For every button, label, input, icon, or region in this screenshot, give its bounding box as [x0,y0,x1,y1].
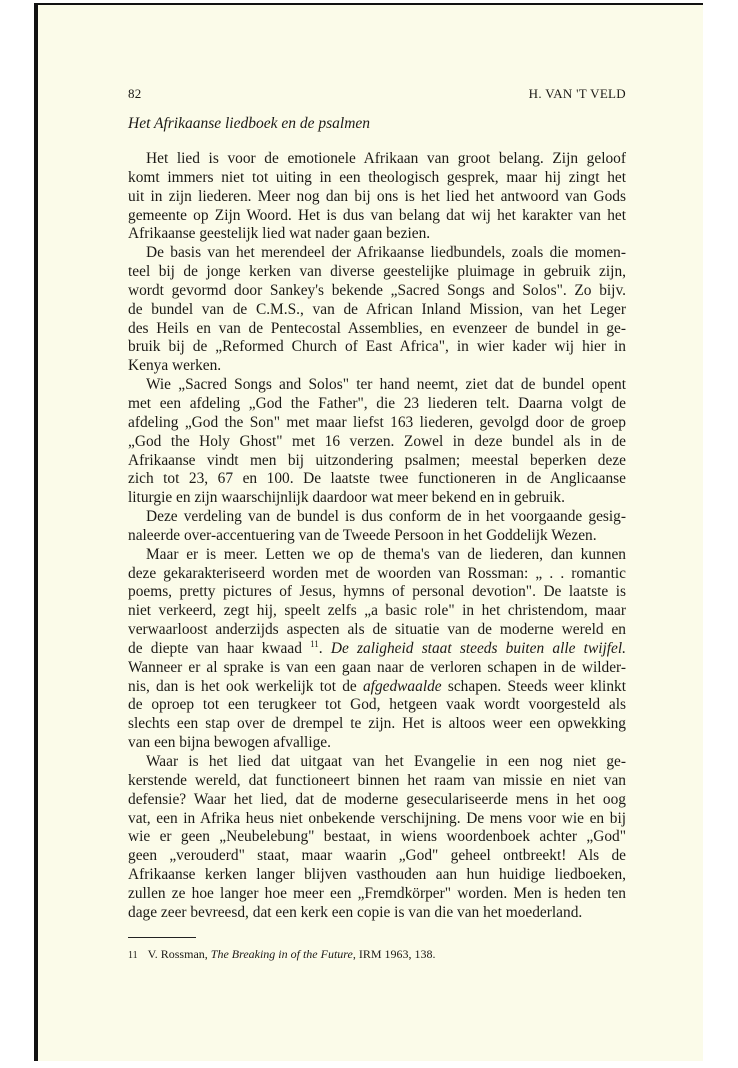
text-line: met een afdeling „God the Father", die 23 liederen telt. Daarna volgt de [128,394,626,412]
footnote-rest: , IRM 1963, 138. [352,947,436,961]
text-line: Afrikaanse kerken langer blijven vasthouden aan hun huidige liedboeken, [128,866,626,884]
text-line: slechts een stap over de drempel te zijn. Het is altoos weer een opwekking [128,715,626,733]
italic-text: De zaligheid staat steeds buiten alle twijfel. [330,639,626,657]
text-line: Afrikaanse vindt men bij uitzondering psalmen; meestal beperken deze [128,451,626,469]
text-segment: schapen. Steeds weer klinkt [441,677,626,695]
text-line: Wanneer er al sprake is van een gaan naar de verloren schapen in de wilder- [128,658,626,676]
text-line: van een bijna bewogen afvallige. [128,734,331,752]
text-segment: . [318,639,331,657]
footnote [128,947,436,962]
text-line: geen „verouderd" staat, maar waarin „God" geheel ontbreekt! Als de [128,847,626,865]
section-title: Het Afrikaanse liedboek en de psalmen [128,115,371,132]
text-line: deze gekarakteriseerd worden met de woorden van Rossman: „ . . romantic [128,564,626,582]
running-header [128,86,626,102]
text-line: bruik bij de „Reformed Church of East Africa", in wier kader wij hier in [128,338,626,356]
text-line: wie er geen „Neubelebung" bestaat, in wiens woordenboek achter „God" [128,828,626,846]
footnote-rule [128,937,196,938]
text-line: liturgie en zijn waarschijnlijk daardoor wat meer bekend en in gebruik. [128,489,565,507]
text-line: dage zeer bevreesd, dat een kerk een copie is van die van het moederland. [128,903,583,921]
text-line: defensie? Waar het lied, dat de moderne geseculariseerde mens in het oog [128,790,626,808]
page-number: 82 [128,86,142,101]
text-line: zich tot 23, 67 en 100. De laatste twee functioneren in de Anglicaanse [128,470,626,488]
footnote-author: V. Rossman, [147,947,211,961]
text-line: des Heils en van de Pentecostal Assemblies, en evenzeer de bundel in ge- [128,319,626,337]
text-segment: de diepte van haar kwaad [128,639,311,657]
text-line: komt immers niet tot uiting in een theologisch gesprek, maar hij zingt het [128,168,626,186]
text-line: Wie „Sacred Songs and Solos" ter hand neemt, ziet dat de bundel opent [146,376,626,394]
text-line: Kenya werken. [128,357,222,375]
text-line: zullen ze hoe langer hoe meer een „Fremdkörper" worden. Men is heden ten [128,884,626,902]
text-line: Het lied is voor de emotionele Afrikaan van groot belang. Zijn geloof [146,150,626,167]
text-line: poems, pretty pictures of Jesus, hymns of personal devotion". De laatste is [128,583,626,601]
text-line: Maar er is meer. Letten we op de thema's van de liederen, dan kunnen [146,545,626,563]
text-segment: nis, dan is het ook werkelijk tot de [128,677,363,695]
text-line: Afrikaanse geestelijk lied wat nader gaan bezien. [128,225,431,243]
footnote-reference: 11 [310,638,319,649]
text-line: naleerde over-accentuering van de Tweede Persoon in het Goddelijk Wezen. [128,526,597,544]
running-head-author: H. VAN 'T VELD [528,86,626,101]
footnote-number: 11 [128,950,138,961]
text-line: niet verkeerd, zegt hij, speelt zelfs „a basic role" in het christendom, maar [128,602,626,620]
text-line: Deze verdeling van de bundel is dus conform de in het voorgaande gesig- [146,508,626,526]
text-line: Waar is het lied dat uitgaat van het Evangelie in een nog niet ge- [146,753,626,770]
text-line: „God the Holy Ghost" met 16 verzen. Zowel in deze bundel als in de [128,432,626,450]
text-line: de bundel van de C.M.S., van de African Inland Mission, van het Leger [128,300,626,318]
text-line: verwaarloost anderzijds aspecten als de situatie van de moderne wereld en [128,621,626,639]
text-line: teel bij de jonge kerken van diverse geestelijke pluimage in gebruik zijn, [128,263,626,281]
body-text [128,150,626,923]
italic-text: afgedwaalde [362,677,442,695]
text-line [128,678,626,697]
text-line: wordt gevormd door Sankey's bekende „Sacred Songs and Solos". Zo bijv. [128,281,626,299]
text-line [128,640,626,659]
text-line: vat, een in Afrika heus niet onbekende verschijning. De mens voor wie en bij [128,809,626,827]
text-line: afdeling „God the Son" met maar liefst 163 liederen, gevolgd door de groep [128,413,626,431]
text-line: de oproep tot een terugkeer tot God, hetgeen vaak wordt voorgesteld als [128,696,626,714]
footnote-title: The Breaking in of the Future [210,947,353,961]
text-line: gemeente op Zijn Woord. Het is dus van belang dat wij het karakter van het [128,206,626,224]
text-line: De basis van het merendeel der Afrikaanse liedbundels, zoals die momen- [146,244,626,262]
text-line: uit in zijn liederen. Meer nog dan bij ons is het lied het antwoord van Gods [128,187,626,205]
text-line: kerstende wereld, dat functioneert binnen het raam van missie en niet van [128,771,626,789]
